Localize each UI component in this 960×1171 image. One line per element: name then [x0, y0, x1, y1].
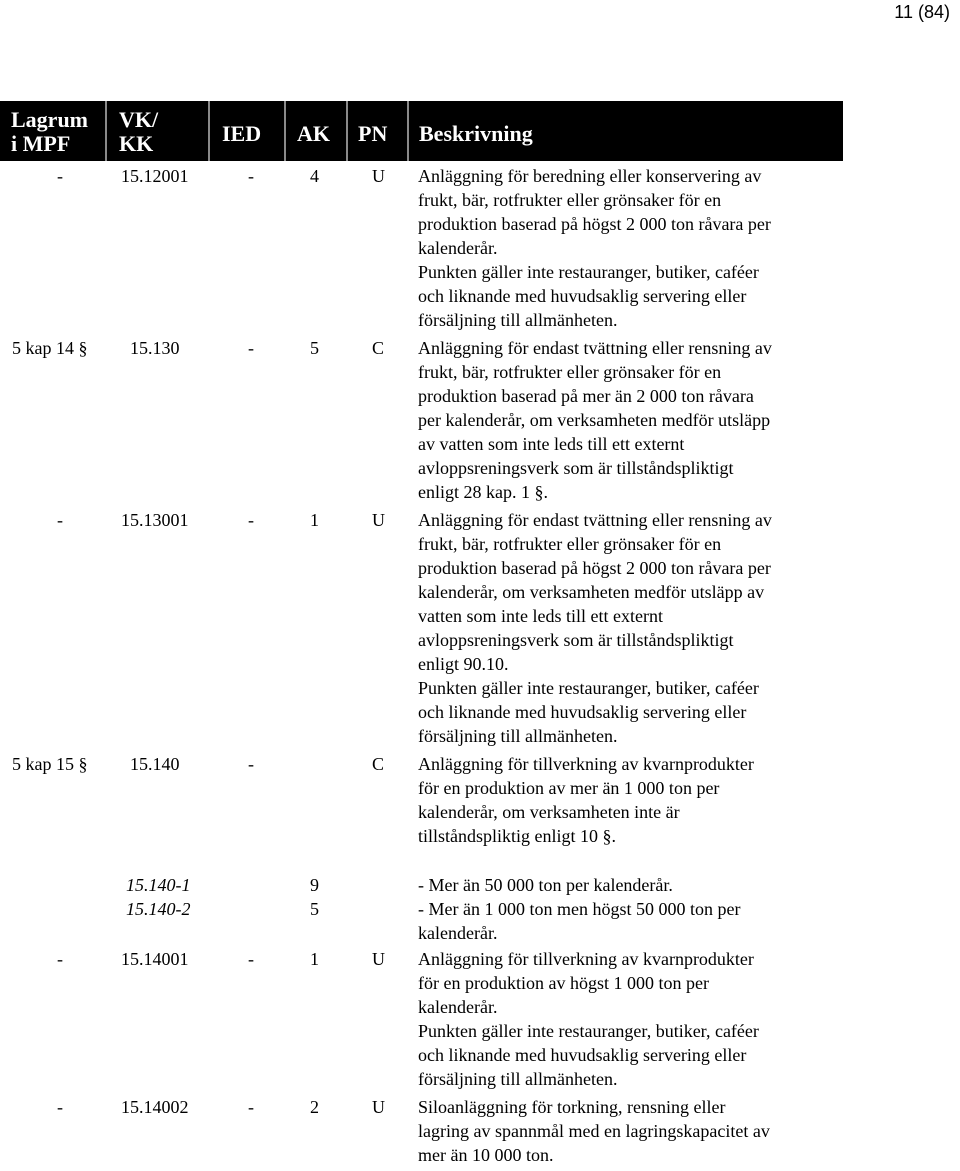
cell-lagrum: -: [57, 1097, 63, 1117]
cell-description: Anläggning för tillverkning av kvarnprodukter för en produktion av högst 1 000 ton per kalenderår. Punkten gäller inte restauranger, butiker, caféer och liknande med huvudsaklig servering eller försäljning till allmänheten.: [418, 949, 759, 1089]
cell-vk: 15.12001: [121, 166, 189, 186]
cell-ak: 1: [310, 510, 319, 530]
cell-lagrum: 5 kap 15 §: [12, 754, 88, 774]
cell-pn: C: [372, 338, 385, 358]
cell-vk: 15.14002: [121, 1097, 189, 1117]
cell-pn: U: [372, 1097, 385, 1117]
cell-ied: -: [248, 510, 254, 530]
cell-ied: -: [248, 338, 254, 358]
cell-ak: 4: [310, 166, 319, 186]
header-divider: [407, 101, 409, 161]
cell-vk: 15.140: [130, 754, 180, 774]
header-divider: [346, 101, 348, 161]
cell-lagrum: 5 kap 14 §: [12, 338, 88, 358]
cell-pn: C: [372, 754, 385, 774]
cell-pn: U: [372, 510, 385, 530]
header-divider: [284, 101, 286, 161]
cell-vk: 15.13001: [121, 510, 189, 530]
cell-description: Anläggning för beredning eller konservering av frukt, bär, rotfrukter eller grönsaker för en produktion baserad på högst 2 000 ton råvara per kalenderår. Punkten gäller inte restauranger, butiker, caféer och liknande med huvudsaklig servering eller försäljning till allmänheten.: [418, 166, 771, 330]
cell-ied: -: [248, 949, 254, 969]
cell-ak: 1: [310, 949, 319, 969]
header-vk: VK/ KK: [119, 107, 159, 156]
cell-vk: 15.130: [130, 338, 180, 358]
header-ak: AK: [297, 121, 330, 146]
cell-description: Anläggning för endast tvättning eller rensning av frukt, bär, rotfrukter eller grönsaker för en produktion baserad på mer än 2 000 ton råvara per kalenderår, om verksamheten medför utsläpp av vatten som inte leds till ett externt avloppsreningsverk som är tillståndspliktigt enligt 28 kap. 1 §.: [418, 338, 772, 502]
cell-lagrum: -: [57, 510, 63, 530]
cell-ied: -: [248, 1097, 254, 1117]
cell-description: - Mer än 50 000 ton per kalenderår. - Mer än 1 000 ton men högst 50 000 ton per kalenderår.: [418, 875, 741, 943]
cell-ak: 5: [310, 338, 319, 358]
header-divider: [208, 101, 210, 161]
cell-pn: U: [372, 166, 385, 186]
cell-lagrum: -: [57, 949, 63, 969]
header-divider: [105, 101, 107, 161]
cell-ied: -: [248, 754, 254, 774]
cell-vk: 15.140-1 15.140-2: [126, 875, 191, 919]
page-number: 11 (84): [894, 2, 950, 22]
cell-vk: 15.14001: [121, 949, 189, 969]
cell-description: Siloanläggning för torkning, rensning eller lagring av spannmål med en lagringskapacitet av mer än 10 000 ton.: [418, 1097, 770, 1165]
cell-lagrum: -: [57, 166, 63, 186]
header-lagrum: Lagrum i MPF: [11, 107, 88, 156]
cell-pn: U: [372, 949, 385, 969]
cell-ak: 2: [310, 1097, 319, 1117]
table-header: [0, 101, 843, 161]
cell-ak: 9 5: [310, 875, 319, 919]
header-pn: PN: [358, 121, 388, 146]
cell-ied: -: [248, 166, 254, 186]
cell-description: Anläggning för endast tvättning eller rensning av frukt, bär, rotfrukter eller grönsaker för en produktion baserad på högst 2 000 ton råvara per kalenderår, om verksamheten medför utsläpp av vatten som inte leds till ett externt avloppsreningsverk som är tillståndspliktigt enligt 90.10. Punkten gäller inte restauranger, butiker, caféer och liknande med huvudsaklig servering eller försäljning till allmänheten.: [418, 510, 772, 746]
header-beskrivning: Beskrivning: [419, 121, 533, 146]
header-ied: IED: [222, 121, 262, 146]
cell-description: Anläggning för tillverkning av kvarnprodukter för en produktion av mer än 1 000 ton per kalenderår, om verksamheten inte är tillståndspliktig enligt 10 §.: [418, 754, 754, 846]
